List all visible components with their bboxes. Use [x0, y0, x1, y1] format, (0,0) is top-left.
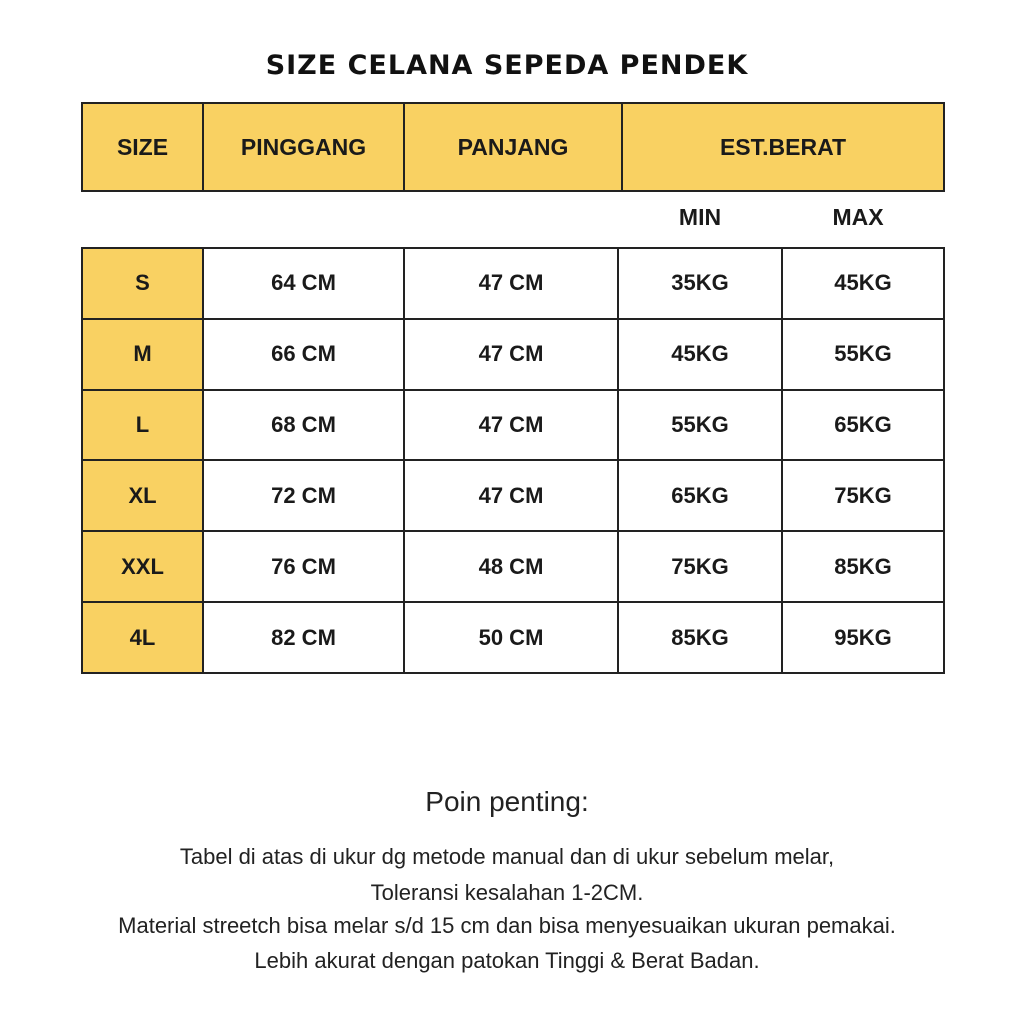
min-weight-cell: 55KG	[618, 390, 782, 461]
min-weight-cell: 85KG	[618, 602, 782, 673]
header-table	[81, 102, 945, 192]
size-cell: 4L	[82, 602, 203, 673]
notes-line: Toleransi kesalahan 1-2CM.	[370, 880, 644, 905]
notes-line: Material streetch bisa melar s/d 15 cm dan bisa menyesuaikan ukuran pemakai.	[118, 913, 896, 938]
notes-line: Tabel di atas di ukur dg metode manual dan di ukur sebelum melar,	[179, 844, 835, 869]
header-est-berat: EST.BERAT	[622, 103, 944, 191]
table-row	[82, 531, 944, 602]
min-weight-cell: 45KG	[618, 319, 782, 390]
pinggang-cell: 82 CM	[203, 602, 404, 673]
header-size: SIZE	[82, 103, 203, 191]
size-table	[81, 247, 945, 674]
header-pinggang: PINGGANG	[203, 103, 404, 191]
table-row	[82, 248, 944, 319]
page-title: SIZE CELANA SEPEDA PENDEK	[265, 50, 749, 81]
max-weight-cell: 45KG	[782, 248, 944, 319]
pinggang-cell: 76 CM	[203, 531, 404, 602]
panjang-cell: 50 CM	[404, 602, 618, 673]
table-row	[82, 602, 944, 673]
size-cell: S	[82, 248, 203, 319]
panjang-cell: 47 CM	[404, 248, 618, 319]
max-weight-cell: 55KG	[782, 319, 944, 390]
panjang-cell: 47 CM	[404, 460, 618, 531]
pinggang-cell: 66 CM	[203, 319, 404, 390]
max-weight-cell: 95KG	[782, 602, 944, 673]
header-panjang: PANJANG	[404, 103, 622, 191]
table-row	[82, 460, 944, 531]
notes-title: Poin penting:	[425, 786, 589, 817]
min-weight-cell: 75KG	[618, 531, 782, 602]
max-weight-cell: 85KG	[782, 531, 944, 602]
min-weight-cell: 35KG	[618, 248, 782, 319]
table-row	[82, 319, 944, 390]
min-weight-cell: 65KG	[618, 460, 782, 531]
pinggang-cell: 72 CM	[203, 460, 404, 531]
panjang-cell: 47 CM	[404, 319, 618, 390]
panjang-cell: 47 CM	[404, 390, 618, 461]
max-weight-cell: 65KG	[782, 390, 944, 461]
header-min: MIN	[678, 204, 722, 230]
table-row	[82, 390, 944, 461]
max-weight-cell: 75KG	[782, 460, 944, 531]
size-cell: L	[82, 390, 203, 461]
header-max: MAX	[832, 204, 884, 230]
notes-line: Lebih akurat dengan patokan Tinggi & Berat Badan.	[254, 948, 760, 973]
pinggang-cell: 64 CM	[203, 248, 404, 319]
size-cell: XXL	[82, 531, 203, 602]
size-cell: XL	[82, 460, 203, 531]
size-cell: M	[82, 319, 203, 390]
panjang-cell: 48 CM	[404, 531, 618, 602]
pinggang-cell: 68 CM	[203, 390, 404, 461]
